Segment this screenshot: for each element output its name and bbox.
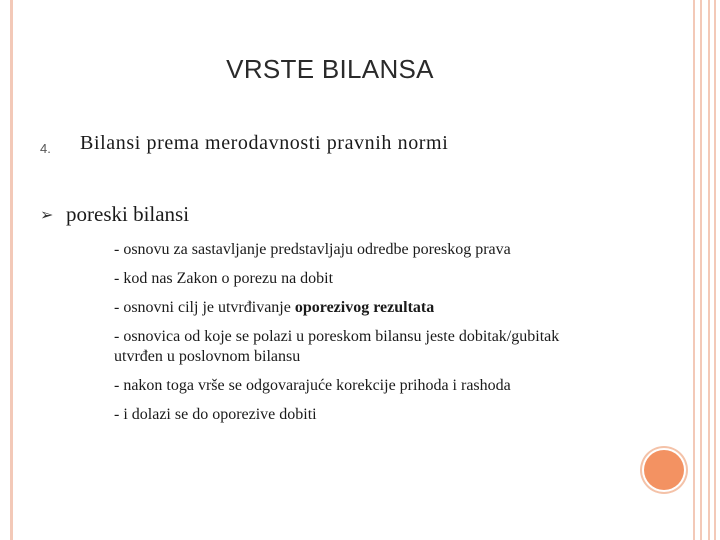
list-item: - osnovu za sastavljanje predstavljaju odredbe poreskog prava <box>114 241 511 258</box>
item-heading: Bilansi prema merodavnosti pravnih normi <box>80 132 449 154</box>
decorative-circle <box>644 450 684 490</box>
list-item: - i dolazi se do oporezive dobiti <box>114 406 317 423</box>
list-item: - osnovica od koje se polazi u poreskom bilansu jeste dobitak/gubitak utvrđen u poslovnom bilansu <box>114 328 560 365</box>
list-item-text: - osnovni cilj je utvrđivanje <box>114 299 295 316</box>
arrow-bullet-icon: ➢ <box>40 205 54 224</box>
list-item <box>114 298 594 318</box>
right-frame-line <box>693 0 695 540</box>
right-frame-line <box>714 0 716 540</box>
list-item: - kod nas Zakon o porezu na dobit <box>114 270 334 287</box>
bullet-text: poreski bilansi <box>66 202 190 226</box>
bold-emphasis: oporezivog rezultata <box>294 299 435 316</box>
sub-item-list <box>114 240 594 434</box>
right-frame-line <box>700 0 702 540</box>
slide-title: VRSTE BILANSA <box>226 54 434 84</box>
list-item: - nakon toga vrše se odgovarajuće korekcije prihoda i rashoda <box>114 377 511 394</box>
right-frame-line <box>708 0 710 540</box>
item-number: 4. <box>40 141 51 156</box>
